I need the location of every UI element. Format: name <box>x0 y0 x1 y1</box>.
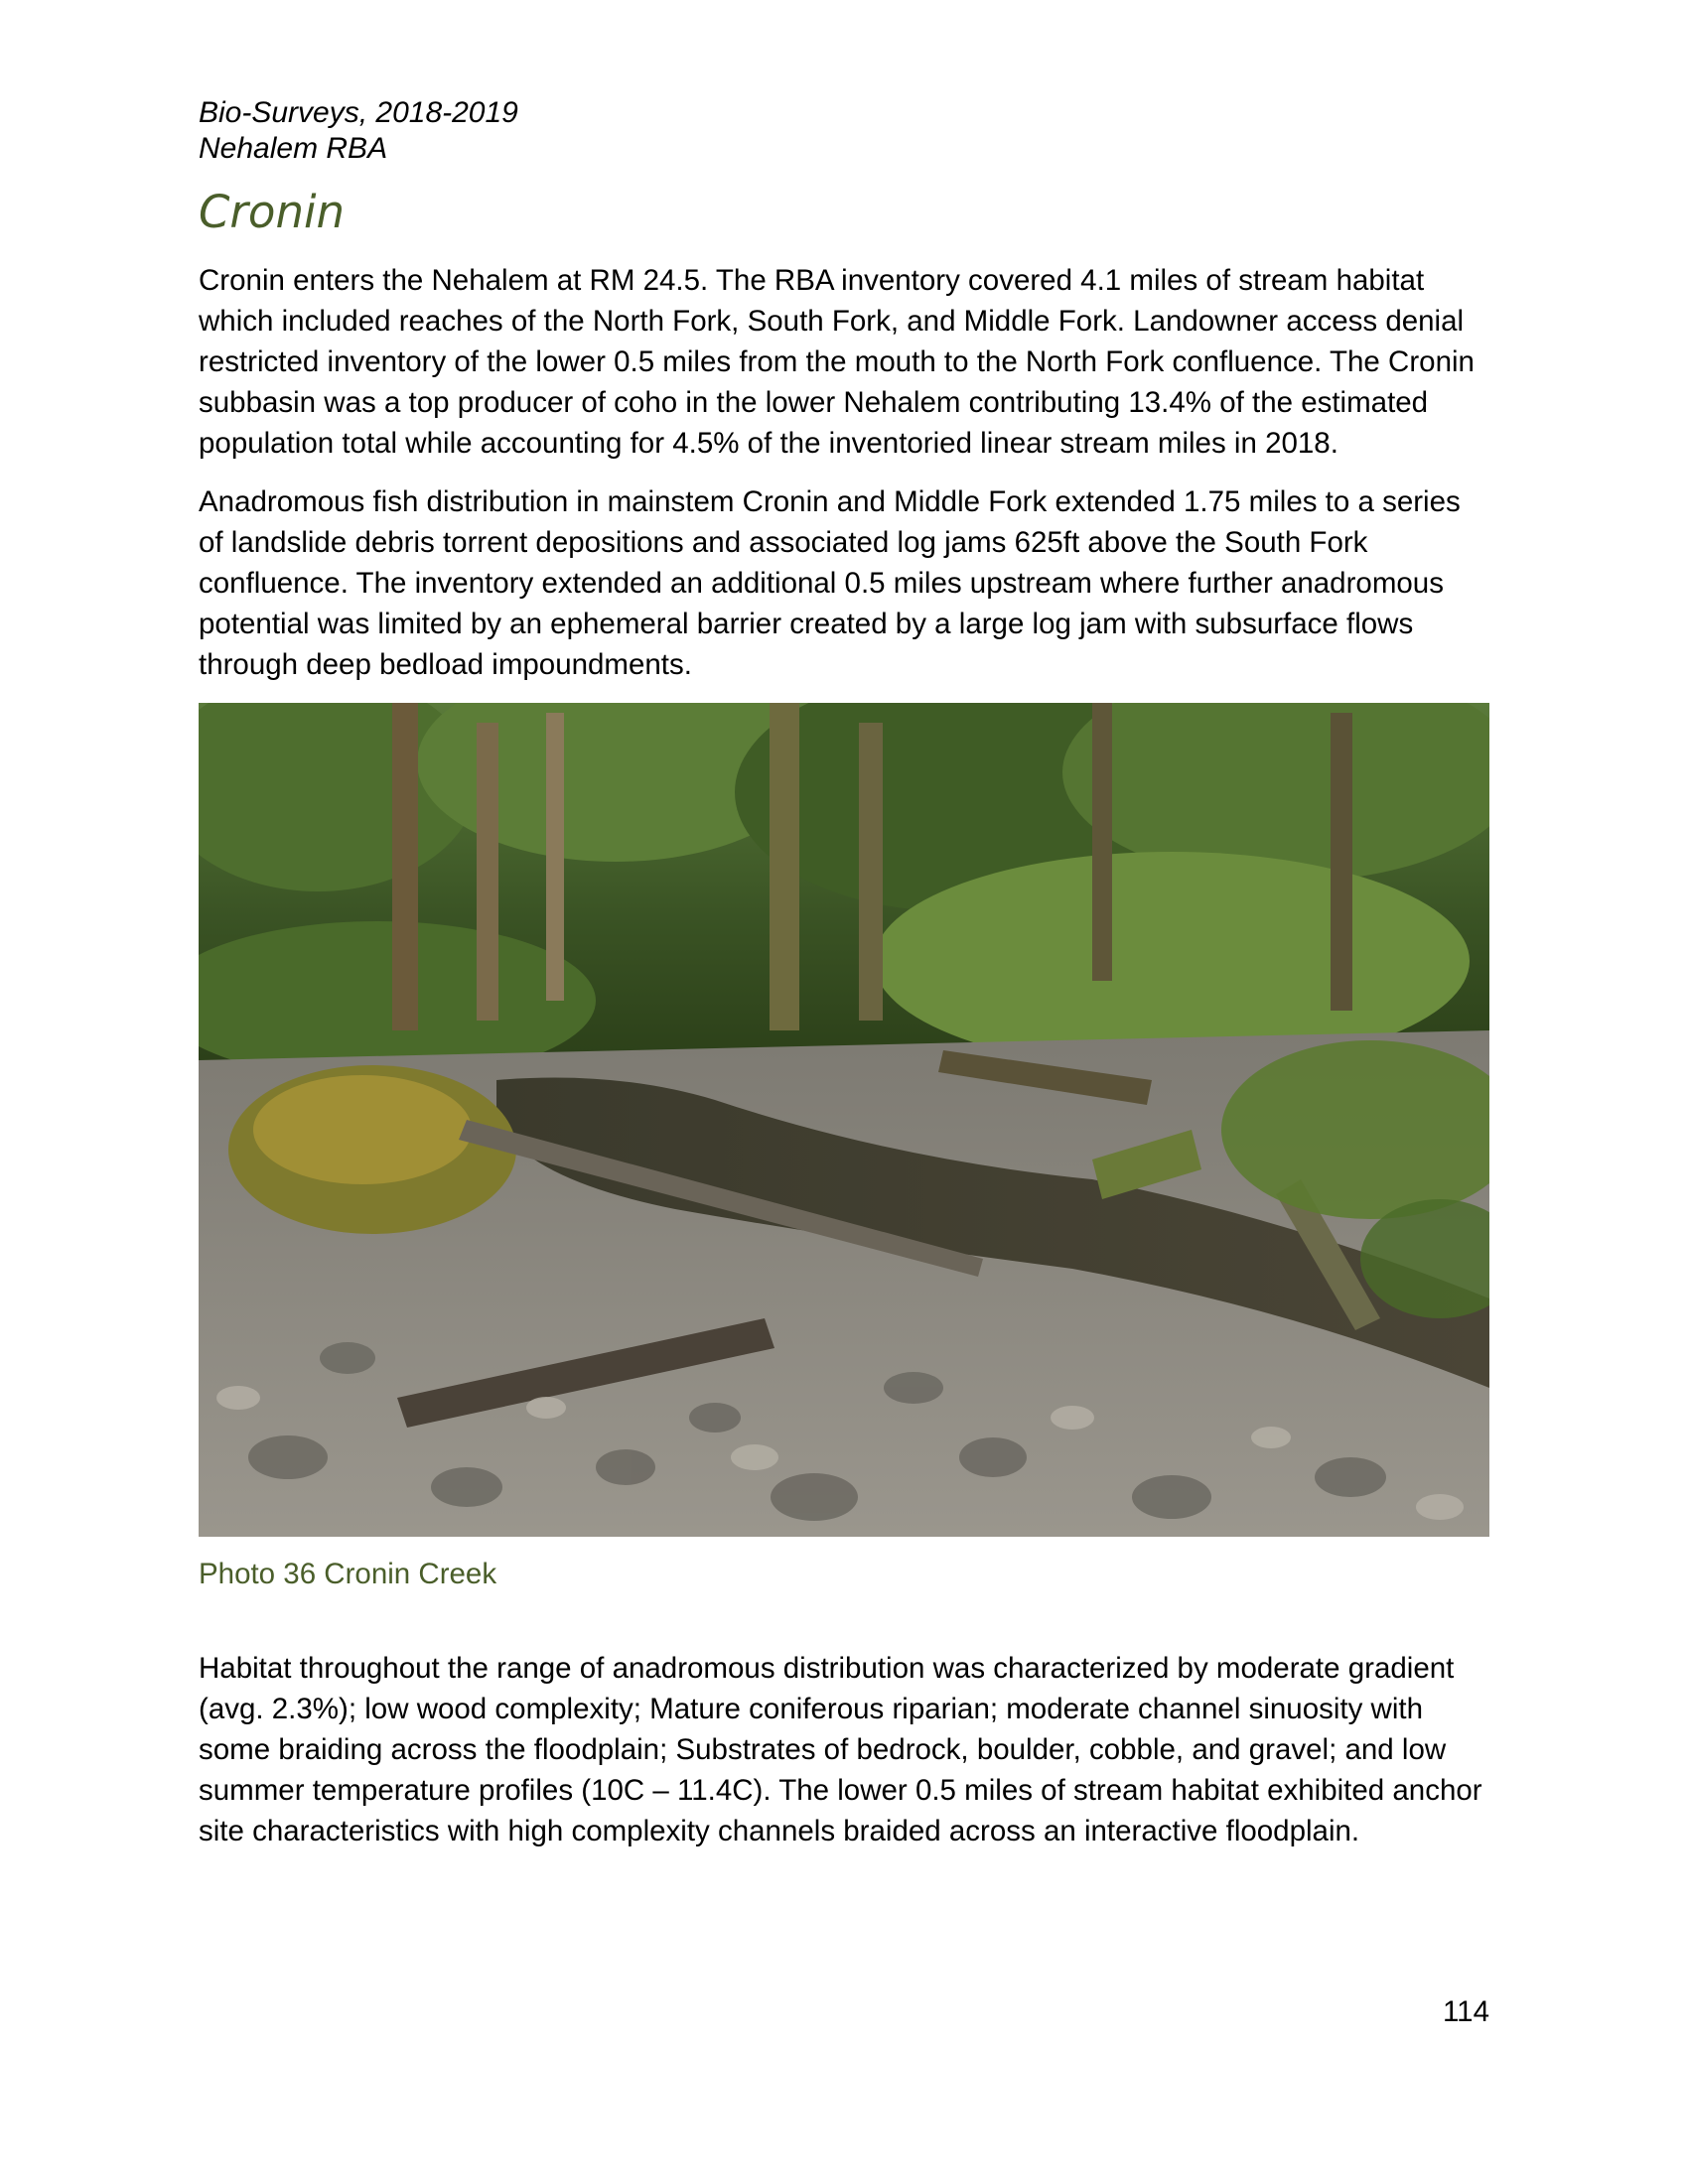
running-header-line1: Bio-Surveys, 2018-2019 <box>199 96 518 129</box>
document-page <box>199 95 1489 1869</box>
section-title: Cronin <box>199 186 345 238</box>
body-paragraph-3: Habitat throughout the range of anadromous distribution was characterized by moderate gradient (avg. 2.3%); low wood complexity; Mature coniferous riparian; moderate channel sinuosity with some braiding across the floodplain; Substrates of bedrock, boulder, cobble, and gravel; and low summer temperature profiles (10C – 11.4C). The lower 0.5 miles of stream habitat exhibited anchor site characteristics with high complexity channels braided across an interactive floodplain. <box>199 1652 1482 1847</box>
running-header-line2: Nehalem RBA <box>199 132 388 165</box>
creek-photo <box>199 703 1489 1537</box>
body-paragraph-2: Anadromous fish distribution in mainstem Cronin and Middle Fork extended 1.75 miles to a series of landslide debris torrent depositions and associated log jams 625ft above the South Fork confluence. The inventory extended an additional 0.5 miles upstream where further anadromous potential was limited by an ephemeral barrier created by a large log jam with subsurface flows through deep bedload impoundments. <box>199 485 1461 681</box>
body-paragraph-1: Cronin enters the Nehalem at RM 24.5. The RBA inventory covered 4.1 miles of stream habitat which included reaches of the North Fork, South Fork, and Middle Fork. Landowner access denial restricted inventory of the lower 0.5 miles from the mouth to the North Fork confluence. The Cronin subbasin was a top producer of coho in the lower Nehalem contributing 13.4% of the estimated population total while accounting for 4.5% of the inventoried linear stream miles in 2018. <box>199 264 1475 460</box>
page-number: 114 <box>1442 1995 1489 2028</box>
photo-caption: Photo 36 Cronin Creek <box>199 1558 497 1590</box>
